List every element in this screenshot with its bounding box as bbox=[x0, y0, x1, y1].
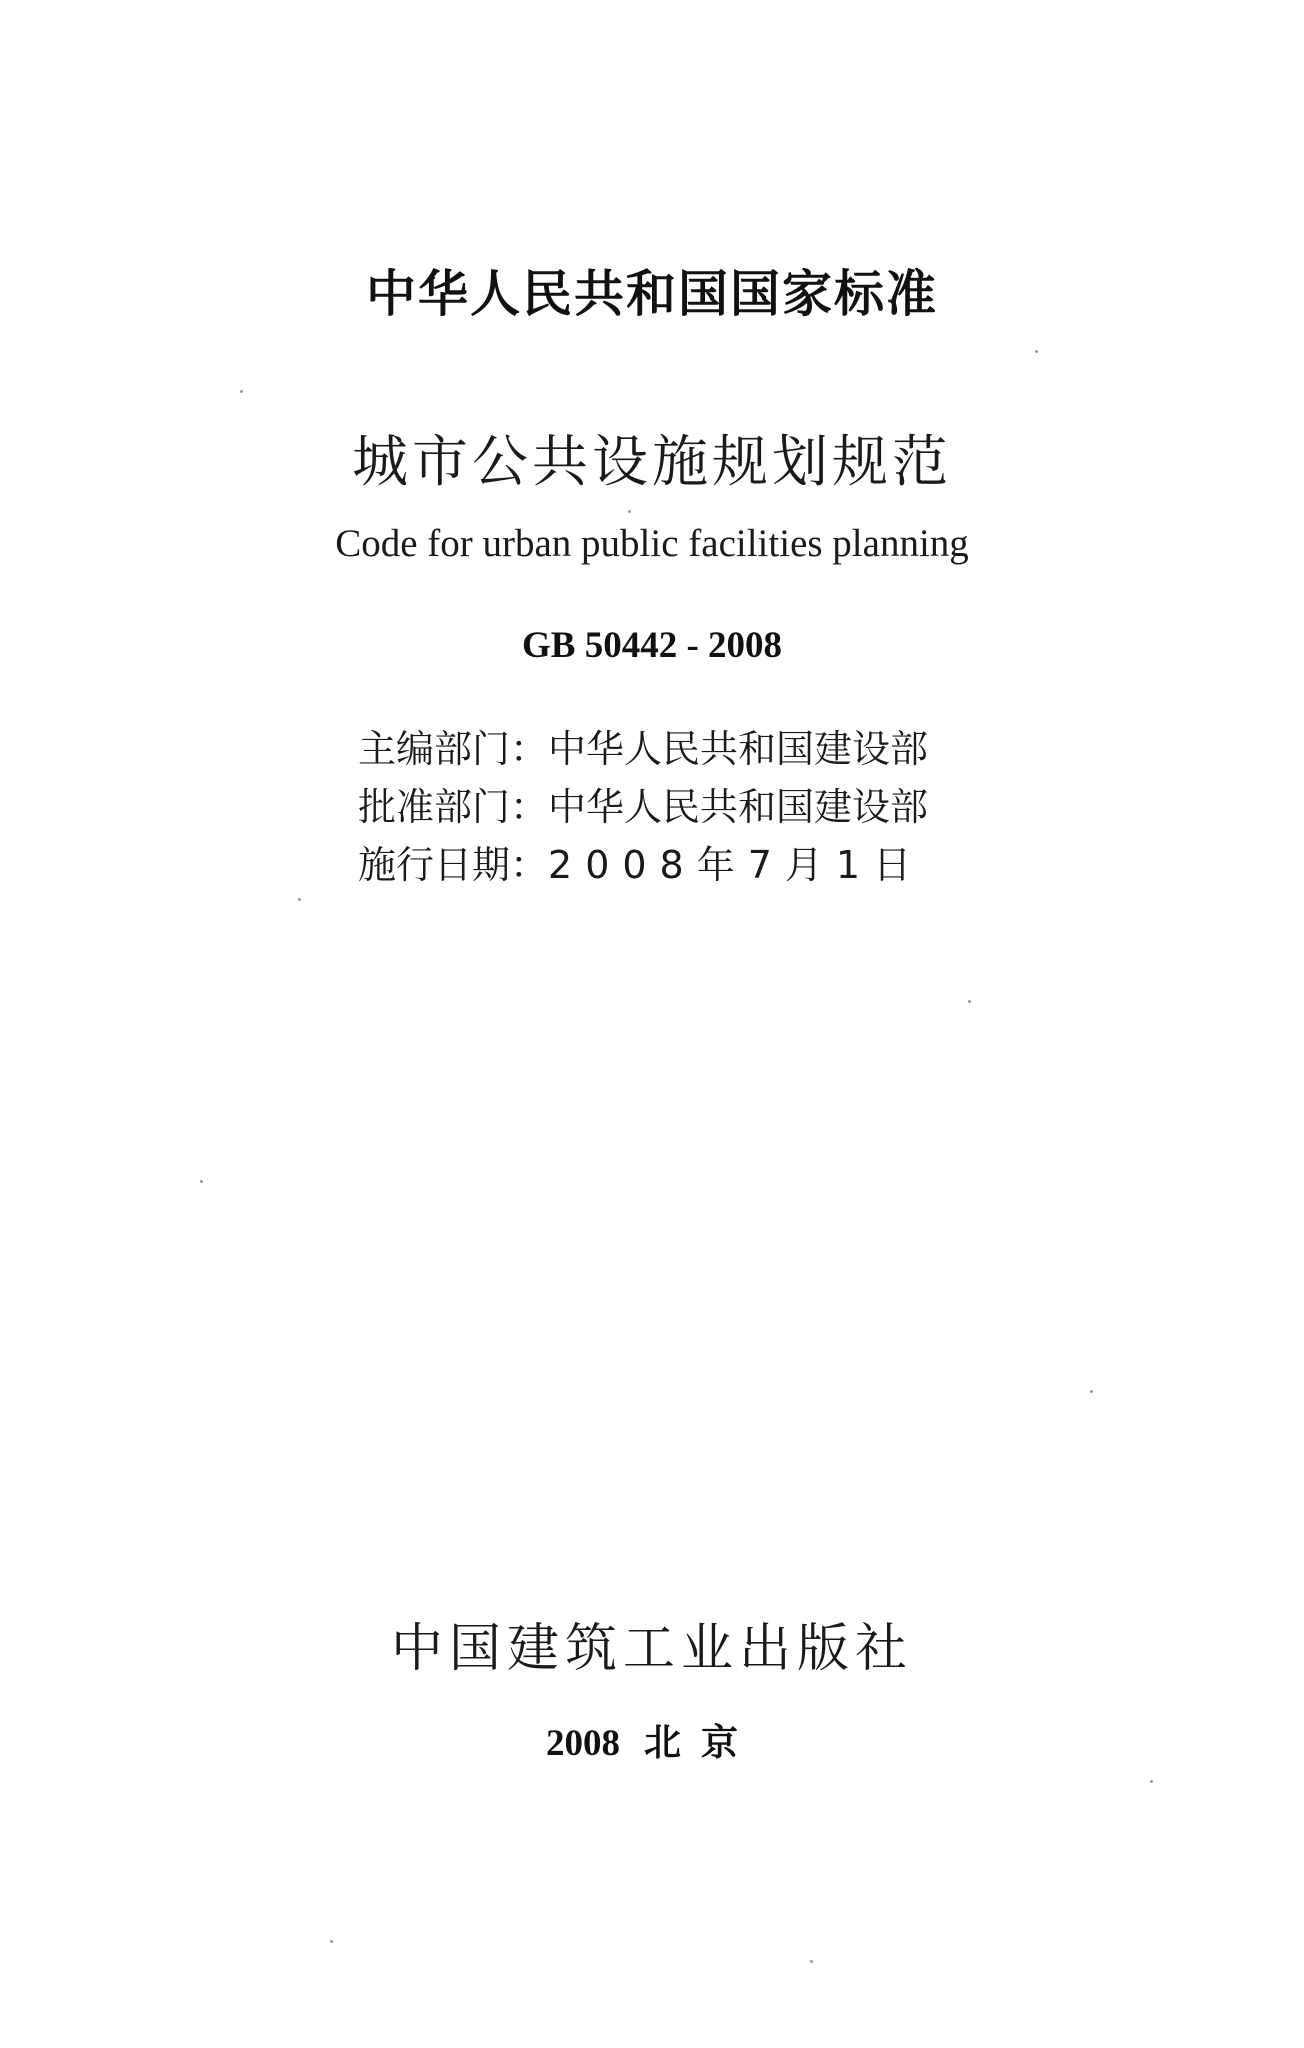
editor-row bbox=[358, 718, 998, 776]
standard-title-english: Code for urban public facilities planning bbox=[335, 522, 969, 565]
editor-label: 主编部门： bbox=[358, 727, 549, 771]
scan-speck bbox=[1090, 1390, 1093, 1393]
scan-speck bbox=[1150, 1780, 1153, 1783]
approver-value: 中华人民共和国建设部 bbox=[548, 785, 929, 829]
approver-row bbox=[358, 776, 998, 834]
scan-speck bbox=[810, 1960, 813, 1963]
effective-date-value: 2008年7月1日 bbox=[548, 843, 925, 887]
national-standard-heading: 中华人民共和国国家标准 bbox=[366, 265, 938, 323]
standard-info-block bbox=[358, 718, 998, 892]
scan-speck bbox=[968, 1000, 971, 1003]
scan-speck bbox=[628, 510, 631, 513]
editor-value: 中华人民共和国建设部 bbox=[548, 727, 929, 771]
scan-speck bbox=[298, 898, 301, 901]
scan-speck bbox=[1035, 350, 1038, 353]
standard-title-chinese: 城市公共设施规划规范 bbox=[352, 430, 952, 495]
effective-date-row bbox=[358, 834, 998, 892]
standard-code-number: GB 50442 - 2008 bbox=[521, 625, 783, 666]
scan-speck bbox=[240, 390, 243, 393]
publication-year-place bbox=[0, 1712, 1304, 1766]
effective-date-label: 施行日期： bbox=[358, 843, 549, 887]
approver-label: 批准部门： bbox=[358, 785, 549, 829]
scan-speck bbox=[200, 1180, 203, 1183]
publication-year: 2008 bbox=[546, 1723, 620, 1764]
publisher-name: 中国建筑工业出版社 bbox=[390, 1619, 913, 1679]
scan-speck bbox=[330, 1940, 333, 1943]
publication-place: 北京 bbox=[644, 1723, 758, 1764]
